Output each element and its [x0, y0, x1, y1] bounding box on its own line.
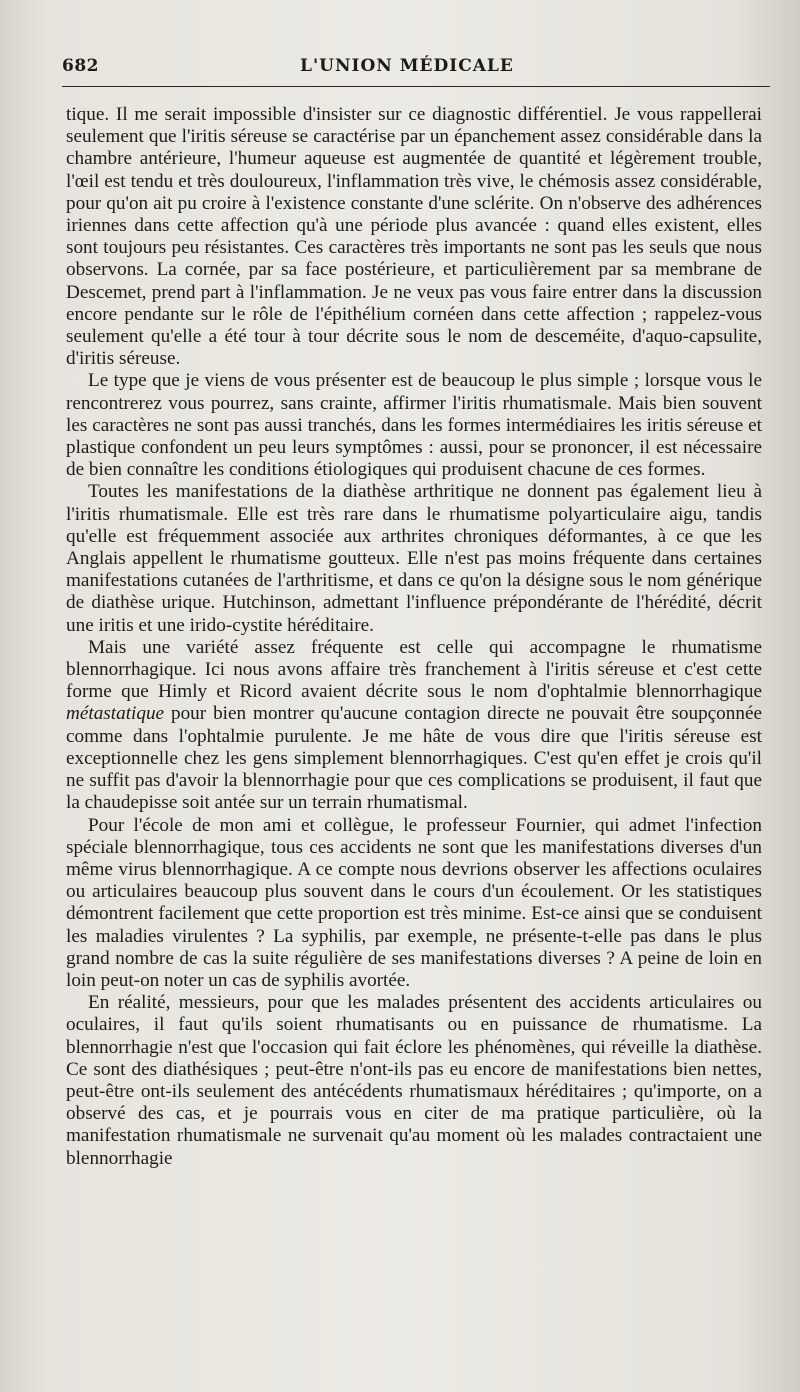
paragraph-4 — [66, 637, 762, 815]
journal-title: L'UNION MÉDICALE — [300, 56, 514, 76]
paragraph-3: Toutes les manifestations de la diathèse arthritique ne donnent pas également lieu à l'iritis rhumatismale. Elle est très rare dans le rhumatisme polyarticulaire aigu, tandis qu'elle est fréquemment associée aux arthrites chroniques déformantes, à ce que les Anglais appellent le rhumatisme goutteux. Elle n'est pas moins fréquente dans certaines manifestations cutanées de l'arthritisme, et dans ce qu'on la désigne sous le nom générique de diathèse urique. Hutchinson, admettant l'influence prépondérante de l'hérédité, décrit une iritis et une irido-cystite héréditaire. — [66, 481, 762, 636]
running-header — [62, 54, 770, 88]
paragraph-5: Pour l'école de mon ami et collègue, le professeur Fournier, qui admet l'infection spéciale blennorrhagique, tous ces accidents ne sont que les manifestations diverses d'un même virus blennorrhagique. A ce compte nous devrions observer les affections oculaires ou articulaires beaucoup plus souvent dans le cours d'un écoulement. Or les statistiques démontrent facilement que cette proportion est très minime. Est-ce ainsi que se conduisent les maladies virulentes ? La syphilis, par exemple, ne présente-t-elle pas dans le plus grand nombre de cas la suite régulière de ses manifestations diverses ? A peine de loin en loin peut-on noter un cas de syphilis avortée. — [66, 814, 762, 991]
page-number: 682 — [62, 56, 99, 76]
italic-term: métastatique — [66, 703, 165, 725]
article-body — [66, 104, 762, 1170]
paragraph-4-after: pour bien montrer qu'aucune contagion directe ne pouvait être soupçonnée comme dans l'ophtalmie purulente. Je me hâte de vous dire que l'iritis séreuse est exceptionnelle chez les gens simplement blennorrhagiques. C'est qu'en effet je crois qu'il ne suffit pas d'avoir la blennorrhagie pour que ces complications se produisent, il faut que la chaudepisse soit antée sur un terrain rhumatismal. — [66, 703, 762, 814]
paragraph-2: Le type que je viens de vous présenter est de beaucoup le plus simple ; lorsque vous le rencontrerez vous pourrez, sans crainte, affirmer l'iritis rhumatismale. Mais bien souvent les caractères ne sont pas aussi tranchés, dans les formes intermédiaires les iritis séreuse et plastique confondent un peu leurs symptômes : aussi, pour se prononcer, il est nécessaire de bien connaître les conditions étiologiques qui produisent chacune de ces formes. — [66, 370, 762, 481]
paragraph-6: En réalité, messieurs, pour que les malades présentent des accidents articulaires ou oculaires, il faut qu'ils soient rhumatisants ou en puissance de rhumatisme. La blennorrhagie n'est que l'occasion qui fait éclore les phénomènes, qui réveille la diathèse. Ce sont des diathésiques ; peut-être n'ont-ils pas eu encore de manifestations bien nettes, peut-être ont-ils seulement des antécédents rhumatismaux héréditaires ; qu'importe, on a observé des cas, et je pourrais vous en citer de ma pratique particulière, où la manifestation rhumatismale ne survenait qu'au moment où les malades contractaient une blennorrhagie — [66, 992, 762, 1169]
header-rule — [62, 86, 770, 87]
paragraph-1: tique. Il me serait impossible d'insister sur ce diagnostic différentiel. Je vous rappellerai seulement que l'iritis séreuse se caractérise par un épanchement assez considérable dans la chambre antérieure, l'humeur aqueuse est augmentée de quantité et légèrement trouble, l'œil est tendu et très douloureux, l'inflammation très vive, le chémosis assez considérable, pour qu'on ait pu croire à l'existence constante d'une sclérite. On n'observe des adhérences iriennes dans cette affection qu'à une période plus avancée : quand elles existent, elles sont toujours peu résistantes. Ces caractères très importants ne sont pas les seuls que nous observons. La cornée, par sa face postérieure, et particulièrement par sa membrane de Descemet, prend part à l'inflammation. Je ne veux pas vous faire entrer dans la discussion encore pendante sur le rôle de l'épithélium cornéen dans cette affection ; rappelez-vous seulement qu'elle a été tour à tour décrite sous le nom de desceméite, d'aquo-capsulite, d'iritis séreuse. — [66, 104, 762, 370]
paragraph-4-before: Mais une variété assez fréquente est celle qui accompagne le rhumatisme blennorrhagique. Ici nous avons affaire très franchement à l'iritis séreuse et c'est cette forme que Himly et Ricord avaient décrite sous le nom d'ophtalmie blennorrhagique — [66, 636, 762, 703]
